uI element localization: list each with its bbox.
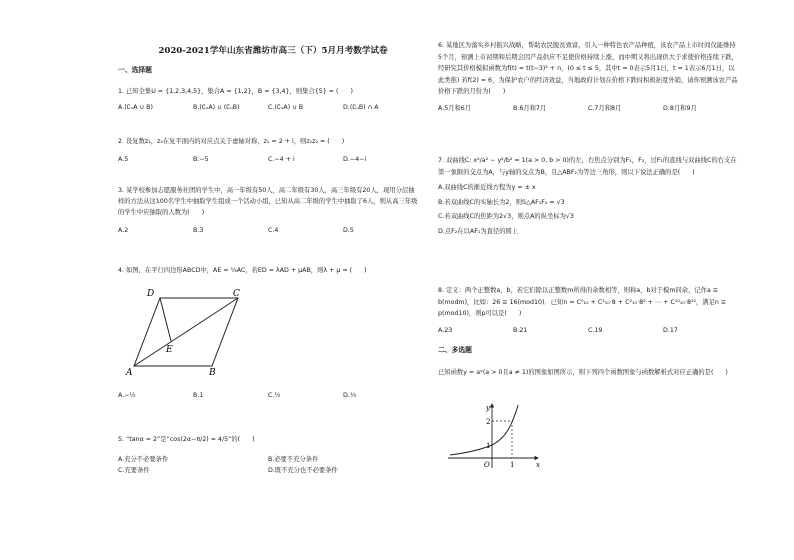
question-5-options — [118, 454, 418, 476]
q6-option-d[interactable]: D.8月和9月 — [663, 104, 697, 112]
q1-option-c[interactable]: C.(∁ᵤA) ∪ B — [268, 104, 304, 111]
question-5 — [118, 434, 418, 476]
q6-option-a[interactable]: A.5月和6月 — [438, 104, 472, 112]
diagonal-ac — [134, 298, 238, 366]
page-title: 2020-2021学年山东省潍坊市高三（下）5月月考数学试卷 — [158, 46, 388, 56]
question-4 — [118, 266, 418, 276]
q8-option-d[interactable]: D.17 — [663, 326, 678, 334]
question-7-stem: 7. 双曲线C: x²/a² − y²/b² = 1(a > 0, b > 0)的左，右焦点分别为F₁，F₂，过F₁的直线与双曲线C的右支在第一象限的交点为A，与y轴的交点为B，且△ABF₂为等边三角形，则以下说法正确的是( ) — [438, 157, 737, 176]
vertex-a-label: A — [126, 368, 133, 376]
vertex-d-label: D — [147, 289, 155, 299]
q3-option-d[interactable]: D.5 — [343, 227, 354, 234]
y-tick-2: 2 — [486, 418, 491, 426]
q3-option-a[interactable]: A.2 — [118, 227, 129, 234]
vertex-c-label: C — [233, 289, 240, 299]
q3-option-b[interactable]: B.3 — [193, 227, 204, 234]
exponential-curve — [450, 405, 518, 455]
q7-option-c[interactable]: C.若双曲线C的焦距为2√3，则点A的纵坐标为√3 — [438, 213, 574, 221]
question-1-stem: 1. 已知全集U = {1,2,3,4,5}，集合A = {1,2}，B = {3,4}，则集合{5} = ( ) — [118, 88, 353, 95]
q7-option-a[interactable]: A.双曲线C的渐近线方程为y = ± x — [438, 184, 536, 192]
section-single-choice: 一、选择题 — [118, 66, 152, 74]
q8-option-c[interactable]: C.19 — [588, 326, 603, 334]
question-2-stem: 2. 设复数z₁，z₂在复平面内的对应点关于虚轴对称，z₁ = 2 + i，则z₁z₂ = ( ) — [118, 138, 345, 145]
question-6-stem: 6. 某地区为落实乡村振兴战略，帮助农民脱贫致富，引入一种特色农产品种植，该农产品上市时间仅能维持5个月，预测上市初期和后期会因产品供应不足使价格持续上涨，而中期又将出现供大于求使价格连续下跌，经研究其价格模拟函数为f(t) = t(t−3)² + n，(0 ≤ t ≤ 5，其中t = 0表示5月1日，t = 1表示6月1日，以此类推) 若f(2) = 6，为保护农户的经济效益，当地政府计划在价格下跌时积极拓宽外销，请你预测该农产品价格下跌的月份为( ) — [438, 42, 738, 96]
q4-option-a[interactable]: A.−½ — [118, 392, 136, 399]
question-9 — [438, 367, 738, 378]
question-4-options — [118, 392, 418, 399]
section-multi-choice: 二、多选题 — [438, 346, 472, 354]
question-3 — [118, 185, 418, 236]
y-axis-label: y — [486, 404, 490, 412]
q1-option-b[interactable]: B.(∁ᵤA) ∪ (∁ᵤB) — [193, 104, 240, 111]
question-1-options — [118, 103, 418, 113]
q5-option-c[interactable]: C.充要条件 — [118, 467, 150, 474]
q5-option-d[interactable]: D.既不充分也不必要条件 — [268, 467, 338, 474]
segment-de — [160, 298, 171, 341]
q4-option-d[interactable]: D.⅓ — [343, 392, 356, 399]
question-8-options — [438, 325, 738, 337]
question-1 — [118, 87, 418, 113]
q4-option-c[interactable]: C.½ — [268, 392, 281, 399]
q3-option-c[interactable]: C.4 — [268, 227, 279, 234]
parallelogram-figure — [120, 286, 260, 376]
q5-option-a[interactable]: A.充分不必要条件 — [118, 456, 169, 463]
q2-option-d[interactable]: D.−4−i — [343, 156, 367, 163]
vertex-b-label: B — [209, 368, 216, 376]
y-tick-1: 1 — [486, 442, 491, 450]
origin-label: O — [484, 461, 490, 469]
question-4-stem: 4. 如图，在平行四边形ABCD中，AE = ¼AC，若ED = λAD + μAB，则λ + μ = ( ) — [118, 267, 367, 274]
q6-option-b[interactable]: B.6月和7月 — [513, 104, 547, 112]
question-7 — [438, 155, 738, 238]
exponential-graph — [446, 400, 546, 472]
question-3-options — [118, 225, 418, 236]
q5-option-b[interactable]: B.必要不充分条件 — [268, 456, 319, 463]
point-e-label: E — [166, 345, 173, 355]
question-5-stem: 5. “tanα = 2”是“cos(2α−π/2) = 4/5”的( ) — [118, 436, 255, 443]
x-tick-1: 1 — [510, 461, 515, 469]
q8-option-a[interactable]: A.23 — [438, 326, 453, 334]
question-6 — [438, 40, 738, 115]
q8-option-b[interactable]: B.21 — [513, 326, 528, 334]
q4-option-b[interactable]: B.1 — [193, 392, 204, 399]
q2-option-c[interactable]: C.−4 + i — [268, 156, 295, 163]
question-6-options — [438, 103, 738, 115]
q7-option-b[interactable]: B.若双曲线C的实轴长为2，则S△AF₁F₂ = √3 — [438, 198, 565, 206]
q6-option-c[interactable]: C.7月和8月 — [588, 104, 622, 112]
q1-option-d[interactable]: D.(∁ᵤB) ∩ A — [343, 104, 379, 111]
question-2-options — [118, 155, 418, 165]
q7-option-d[interactable]: D.点F₂在以AF₁为直径的圆上 — [438, 227, 519, 235]
question-2 — [118, 137, 418, 165]
q1-option-a[interactable]: A.(∁ᵤA ∪ B) — [118, 104, 153, 111]
x-axis-label: x — [536, 461, 540, 469]
q2-option-b[interactable]: B.−5 — [193, 156, 209, 163]
question-8 — [438, 285, 738, 336]
question-3-stem: 3. 某学校参加志愿服务社团的学生中，高一年级有50人，高二年级有30人，高三年级有20人，现用分层抽样的方法从这100名学生中抽取学生组成一个活动小组，已知从高二年级的学生中抽取了6人，则从高三年级的学生中应抽取的人数为( ) — [118, 187, 418, 216]
question-9-stem: 已知函数y = aˣ(a > 0且a ≠ 1)的图象如图所示，则下列四个函数图象与函数解析式对应正确的是( ) — [438, 369, 728, 376]
question-8-stem: 8. 定义：两个正整数a，b，若它们除以正整数m所得的余数相等，则称a，b对于模m同余，记作a ≡ b(modm)，比如：26 ≡ 16(mod10)．已知n = C⁰₁₀ + C¹₁₀·8 + C²₁₀·8² + ⋯ + C¹⁰₁₀·8¹⁰，满足n ≡ p(mod10)，则p可以是( ) — [438, 287, 729, 318]
q2-option-a[interactable]: A.5 — [118, 156, 129, 163]
